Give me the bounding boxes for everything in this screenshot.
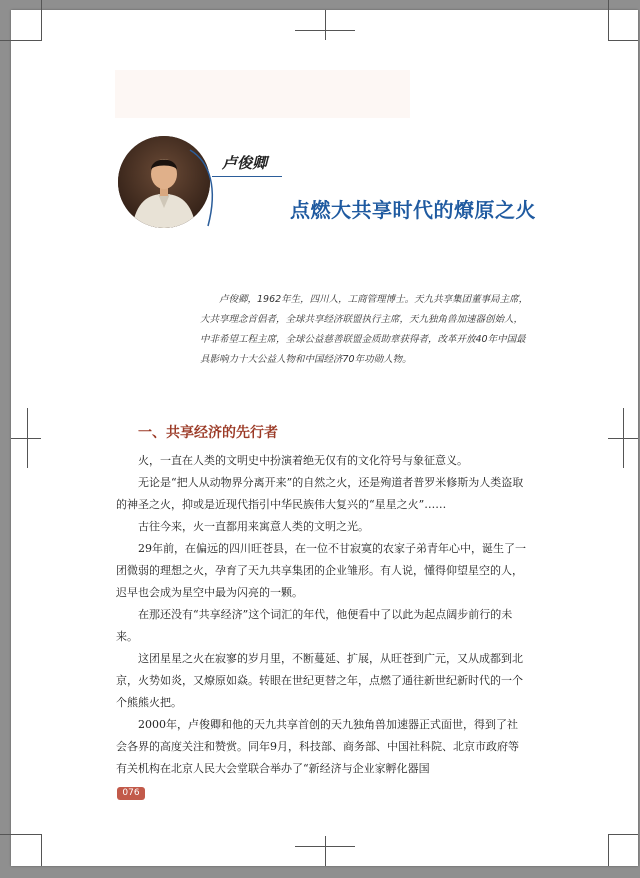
crop-mark-right-mid-v: [623, 408, 624, 468]
paragraph: 2000年，卢俊卿和他的天九共享首创的天九独角兽加速器正式面世，得到了社会各界的高度关注和赞赏。同年9月，科技部、商务部、中国社科院、北京市政府等有关机构在北京人民大会堂联合举办了“新经济与企业家孵化器国: [116, 718, 519, 775]
section-heading: [138, 422, 278, 442]
name-underline: [212, 176, 282, 177]
crop-mark-top-left-h: [0, 40, 42, 41]
header-background-band: [115, 70, 410, 118]
paragraph: 29年前，在偏远的四川旺苍县，在一位不甘寂寞的农家子弟青年心中，诞生了一团微弱的理想之火，孕育了天九共享集团的企业雏形。有人说，懂得仰望星空的人，迟早也会成为星空中最为闪亮的一颗。: [116, 542, 526, 599]
paragraph: 在那还没有“共享经济”这个词汇的年代，他便看中了以此为起点阔步前行的未来。: [116, 608, 513, 643]
page-number-badge: 076: [117, 787, 145, 800]
crop-mark-bottom-right-h: [608, 834, 638, 835]
author-name: 卢俊卿: [222, 154, 268, 172]
paragraph: 这团星星之火在寂寥的岁月里，不断蔓延、扩展，从旺苍到广元，又从成都到北京，火势如炎，又燎原如焱。转眼在世纪更替之年，点燃了通往新世纪新时代的一个个熊熊火把。: [116, 652, 523, 709]
paragraph: 无论是“把人从动物界分离开来”的自然之火，还是殉道者普罗米修斯为人类盗取的神圣之火，抑或是近现代指引中华民族伟大复兴的“星星之火”……: [116, 476, 524, 511]
article-title: 点燃大共享时代的燎原之火: [290, 198, 536, 222]
section-heading-text: 一、共享经济的先行者: [138, 425, 278, 441]
crop-mark-left-mid-v: [27, 408, 28, 468]
crop-mark-top-left-v: [41, 0, 42, 41]
article-body: [116, 450, 526, 780]
crop-mark-bottom-left-h: [0, 834, 42, 835]
paragraph: 火，一直在人类的文明史中扮演着绝无仅有的文化符号与象征意义。: [138, 454, 468, 467]
crop-mark-bottom-right-v: [608, 834, 609, 866]
crop-mark-bottom-left-v: [41, 834, 42, 866]
crop-mark-top-right-v: [608, 0, 609, 41]
paragraph: 古往今来，火一直都用来寓意人类的文明之光。: [138, 520, 369, 533]
author-bio: 卢俊卿，1962年生，四川人，工商管理博士。天九共享集团董事局主席，大共享理念首倡者，全球共享经济联盟执行主席，天九独角兽加速器创始人，中非希望工程主席，全球公益慈善联盟金质助章获得者，改革开放40年中国最具影响力十大公益人物和中国经济70年功勋人物。: [200, 294, 529, 365]
crop-mark-top-center-v: [325, 10, 326, 40]
crop-mark-left-mid-h: [11, 438, 41, 439]
crop-mark-bottom-center-v: [325, 836, 326, 866]
crop-mark-top-right-h: [608, 40, 638, 41]
